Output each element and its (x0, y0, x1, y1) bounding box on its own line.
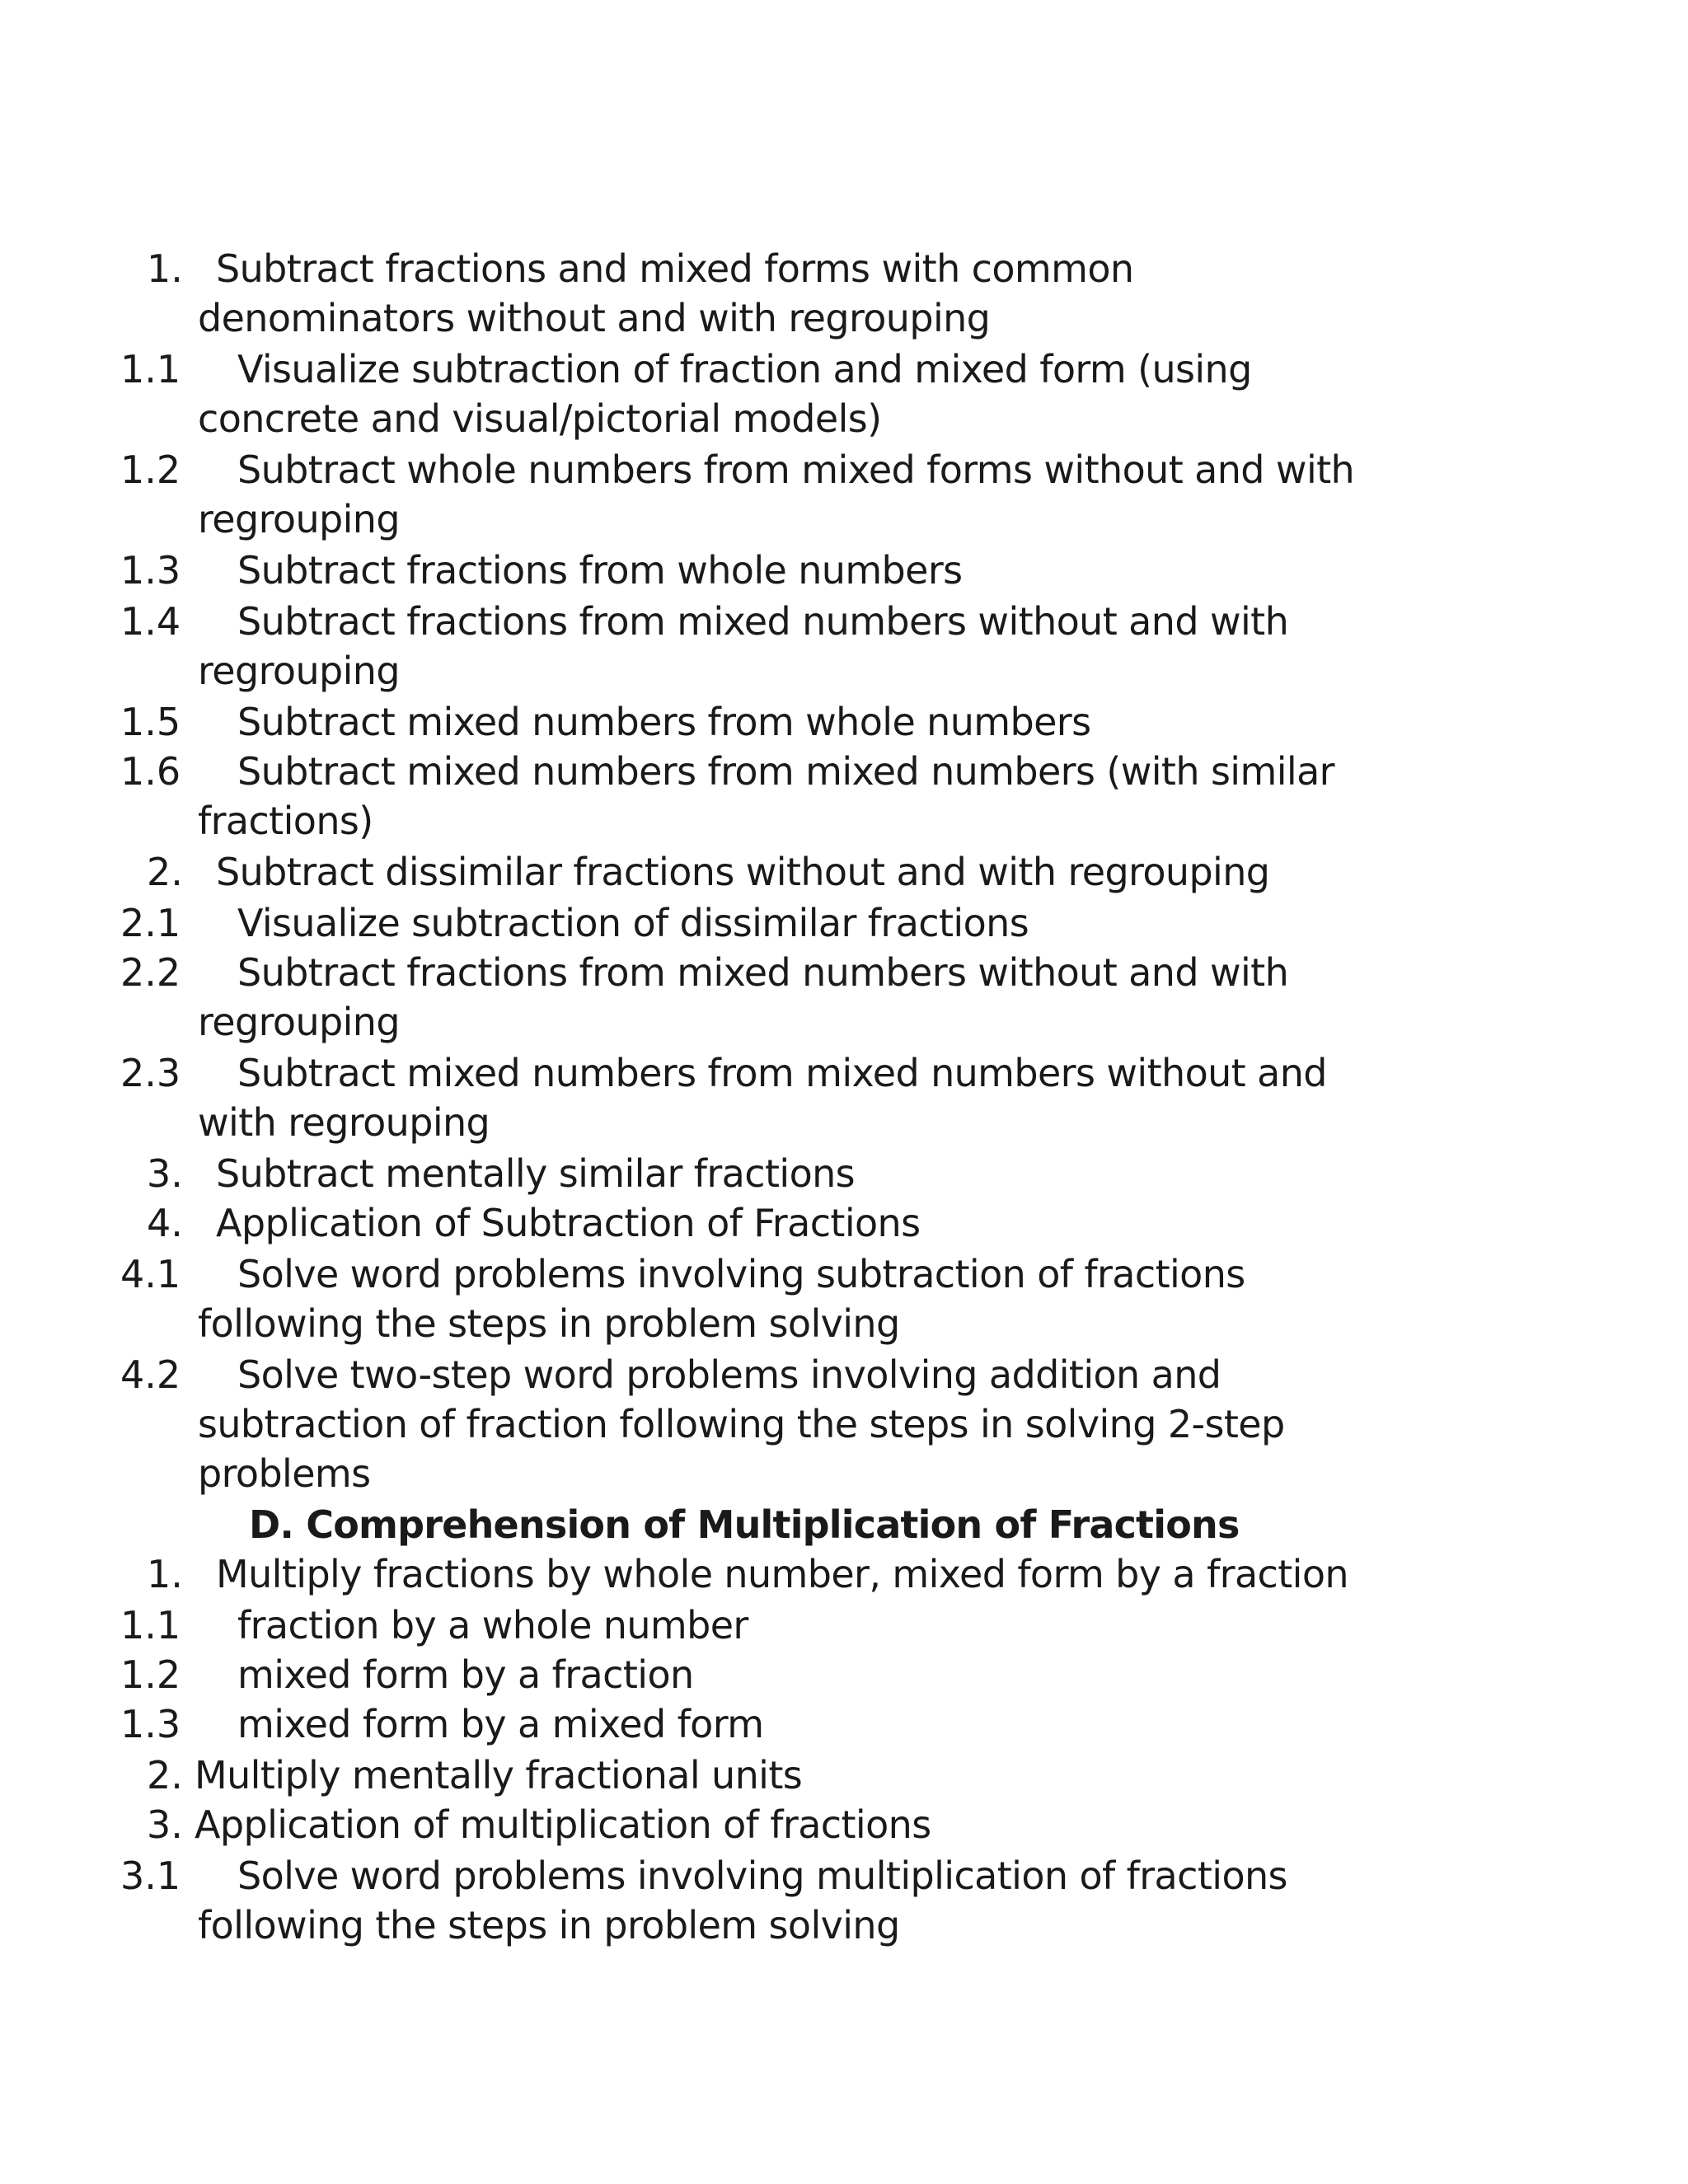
item-text: Multiply fractions by whole number, mixed form by a fraction (216, 1552, 1348, 1596)
item-text: fraction by a whole number (237, 1603, 748, 1647)
item-text: following the steps in problem solving (198, 1301, 900, 1346)
item-text: mixed form by a mixed form (237, 1702, 764, 1746)
item-number: 1.1 (120, 1603, 181, 1647)
item-text: Visualize subtraction of fraction and mixed form (using (237, 347, 1252, 391)
item-number: 3. (147, 1802, 183, 1847)
item-text: regrouping (198, 649, 400, 693)
item-text: Subtract fractions from whole numbers (237, 548, 963, 593)
item-number: 1.1 (120, 347, 181, 391)
item-number: 2. (147, 850, 183, 894)
item-text: Subtract mixed numbers from whole numbers (237, 700, 1091, 744)
item-text: Subtract mixed numbers from mixed numbers without and (237, 1051, 1327, 1095)
item-text: Solve word problems involving multiplication of fractions (237, 1854, 1287, 1898)
item-text: following the steps in problem solving (198, 1903, 900, 1947)
item-number: 1. (147, 246, 183, 291)
item-text: Subtract mixed numbers from mixed numbers (with similar (237, 749, 1334, 794)
item-number: 4.1 (120, 1252, 181, 1296)
item-number: 1.3 (120, 1702, 181, 1746)
item-text: Application of Subtraction of Fractions (216, 1201, 921, 1245)
item-text: Subtract mentally similar fractions (216, 1151, 856, 1196)
item-number: 1.5 (120, 700, 181, 744)
item-text: regrouping (198, 1000, 400, 1044)
item-text: Subtract fractions from mixed numbers without and with (237, 599, 1289, 644)
item-text: denominators without and with regrouping (198, 296, 991, 340)
item-text: Multiply mentally fractional units (195, 1753, 803, 1797)
item-number: 4. (147, 1201, 183, 1245)
item-text: Subtract fractions and mixed forms with common (216, 246, 1134, 291)
item-text: Visualize subtraction of dissimilar fractions (237, 901, 1029, 945)
item-text: fractions) (198, 799, 373, 843)
item-text: with regrouping (198, 1100, 490, 1145)
item-text: regrouping (198, 497, 400, 541)
item-text: subtraction of fraction following the steps in solving 2-step (198, 1402, 1285, 1446)
item-number: 3. (147, 1151, 183, 1196)
item-text: mixed form by a fraction (237, 1652, 694, 1697)
item-text: Solve two-step word problems involving addition and (237, 1352, 1221, 1397)
item-number: 3.1 (120, 1854, 181, 1898)
item-text: Application of multiplication of fractions (195, 1802, 931, 1847)
item-text: Subtract fractions from mixed numbers without and with (237, 950, 1289, 995)
item-number: 1.2 (120, 448, 181, 492)
item-number: 2.1 (120, 901, 181, 945)
item-number: 1.2 (120, 1652, 181, 1697)
item-number: 4.2 (120, 1352, 181, 1397)
item-number: 2.2 (120, 950, 181, 995)
item-number: 1.4 (120, 599, 181, 644)
item-text: Solve word problems involving subtraction of fractions (237, 1252, 1245, 1296)
item-text: concrete and visual/pictorial models) (198, 396, 882, 441)
item-number: 2. (147, 1753, 183, 1797)
item-number: 1.3 (120, 548, 181, 593)
item-number: 1.6 (120, 749, 181, 794)
item-text: problems (198, 1451, 371, 1496)
item-text: Subtract dissimilar fractions without and with regrouping (216, 850, 1270, 894)
item-number: 2.3 (120, 1051, 181, 1095)
item-number: 1. (147, 1552, 183, 1596)
item-text: Subtract whole numbers from mixed forms without and with (237, 448, 1355, 492)
section-heading: D. Comprehension of Multiplication of Fractions (249, 1502, 1240, 1547)
